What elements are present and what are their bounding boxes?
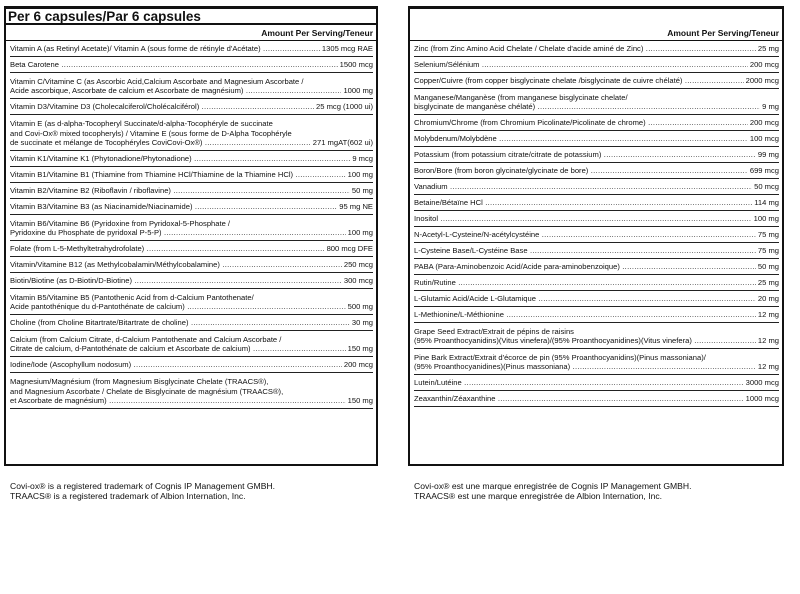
nutrient-amount: 75 mg — [757, 246, 779, 256]
nutrient-name-line: Vitamin/Vitamine B12 (as Methylcobalamin/Méthylcobalamine) ..... — [10, 260, 342, 270]
nutrient-name — [10, 360, 342, 370]
nutrient-name — [414, 118, 748, 128]
nutrient-amount: 250 mcg — [343, 260, 373, 270]
nutrient-name-line: L-Glutamic Acid/Acide L-Glutamique ..... — [414, 294, 756, 304]
left-supplement-panel — [4, 6, 378, 466]
nutrient-name-line: Vitamin K1/Vitamine K1 (Phytonadione/Phytonadione) ..... — [10, 154, 350, 164]
nutrient-name-line: Vitamin B1/Vitamine B1 (Thiamine from Thiamine HCl/Thiamine de la Thiamine HCl) ..... — [10, 170, 346, 180]
footer-line: Covi-ox® is a registered trademark of Cognis IP Management GMBH. — [10, 481, 276, 491]
nutrient-row — [414, 349, 779, 375]
nutrient-name-line: Biotin/Biotine (as D-Biotin/D-Biotine) ..... — [10, 276, 342, 286]
nutrient-name — [10, 44, 320, 54]
nutrient-name-line: Zeaxanthin/Zéaxanthine ..... — [414, 394, 744, 404]
nutrient-name-line: Boron/Bore (from boron glycinate/glycinate de bore) ..... — [414, 166, 748, 176]
nutrient-row — [10, 215, 373, 241]
nutrient-amount: 200 mcg — [749, 118, 779, 128]
nutrient-name-line: Iodine/Iode (Ascophyllum nodosum) ..... — [10, 360, 342, 370]
nutrient-row — [414, 323, 779, 349]
nutrient-name — [414, 310, 756, 320]
nutrient-name — [10, 186, 350, 196]
nutrient-row — [10, 183, 373, 199]
nutrient-amount: 100 mcg — [749, 134, 779, 144]
nutrient-name — [10, 219, 346, 238]
nutrient-name-line: and Covi-Ox® mixed tocopheryls) / Vitamine E (sous forme de D-Alpha Tocophéryle — [10, 128, 292, 138]
nutrient-name-line: L-Methionine/L-Méthionine ..... — [414, 310, 756, 320]
nutrient-name-line: Inositol ..... — [414, 214, 752, 224]
nutrient-amount: 50 mcg — [754, 182, 779, 192]
nutrient-name-line: Calcium (from Calcium Citrate, d-Calcium Pantothenate and Calcium Ascorbate / — [10, 334, 282, 344]
nutrient-row — [414, 391, 779, 407]
left-ingredient-list — [6, 41, 376, 409]
nutrient-name-line: Vitamin B2/Vitamine B2 (Riboflavin / riboflavine) ..... — [10, 186, 350, 196]
nutrient-row — [10, 151, 373, 167]
nutrient-name — [414, 150, 756, 160]
nutrient-name — [10, 60, 338, 70]
nutrient-row — [10, 331, 373, 357]
nutrient-name — [10, 202, 337, 212]
nutrient-name — [10, 377, 346, 406]
footer-trademarks-english — [10, 481, 275, 501]
nutrient-amount: 200 mcg — [343, 360, 373, 370]
nutrient-row — [414, 275, 779, 291]
nutrient-row — [10, 289, 373, 315]
nutrient-name — [10, 276, 342, 286]
nutrient-name-line: Copper/Cuivre (from copper bisglycinate chelate /bisglycinate de cuivre chélaté) ..... — [414, 76, 744, 86]
nutrient-name-line: Vitamin B6/Vitamine B6 (Pyridoxine from Pyridoxal-5-Phosphate / — [10, 218, 231, 228]
nutrient-amount: 150 mg — [347, 344, 373, 354]
nutrient-name — [414, 182, 752, 192]
nutrient-amount: 1305 mcg RAE — [321, 44, 373, 54]
nutrient-amount: 12 mg — [757, 362, 779, 372]
nutrient-row — [10, 73, 373, 99]
nutrient-row — [10, 57, 373, 73]
nutrient-amount: 100 mg — [347, 228, 373, 238]
footer-trademarks-french — [414, 481, 692, 501]
nutrient-name — [10, 77, 341, 96]
nutrient-name — [414, 378, 744, 388]
nutrient-row — [10, 115, 373, 151]
panel-title: Per 6 capsules/Par 6 capsules — [6, 9, 376, 25]
nutrient-amount: 271 mgAT(602 ui) — [312, 138, 373, 148]
nutrient-name — [10, 335, 346, 354]
nutrient-name — [414, 394, 744, 404]
nutrient-name-line: Lutein/Lutéine ..... — [414, 378, 744, 388]
nutrient-row — [10, 257, 373, 273]
nutrient-name — [414, 230, 756, 240]
nutrient-name — [10, 260, 342, 270]
right-supplement-panel — [408, 6, 784, 466]
nutrient-row — [414, 375, 779, 391]
nutrient-name — [414, 353, 756, 372]
nutrient-amount: 12 mg — [757, 336, 779, 346]
nutrient-row — [414, 89, 779, 115]
nutrient-name-line: Potassium (from potassium citrate/citrate de potassium) ..... — [414, 150, 756, 160]
nutrient-row — [10, 199, 373, 215]
nutrient-row — [414, 291, 779, 307]
nutrient-row — [414, 243, 779, 259]
nutrient-amount: 2000 mcg — [745, 76, 779, 86]
nutrient-amount: 150 mg — [347, 396, 373, 406]
nutrient-name-line: de succinate et mélange de Tocophéryles CoviCovi-Ox®) ..... — [10, 138, 311, 148]
nutrient-amount: 50 mg — [757, 262, 779, 272]
nutrient-row — [10, 167, 373, 183]
nutrient-name — [414, 214, 752, 224]
nutrient-name-line: Grape Seed Extract/Extrait de pépins de raisins — [414, 326, 574, 336]
nutrient-name-line: Zinc (from Zinc Amino Acid Chelate / Chelate d'acide aminé de Zinc) ..... — [414, 44, 756, 54]
nutrient-amount: 500 mg — [347, 302, 373, 312]
nutrient-row — [10, 241, 373, 257]
nutrient-name-line: (95% Proanthocyanidins)(Vitus vinefera)/(95% Proanthocyanidines)(Vitus vinefera) ..... — [414, 336, 756, 346]
nutrient-name-line: Vitamin B3/Vitamine B3 (as Niacinamide/Niacinamide) ..... — [10, 202, 337, 212]
nutrient-name-line: Vitamin A (as Retinyl Acetate)/ Vitamin A (sous forme de rétinyle d'Acétate) ..... — [10, 44, 320, 54]
nutrient-amount: 12 mg — [757, 310, 779, 320]
nutrient-row — [414, 227, 779, 243]
nutrient-amount: 300 mcg — [343, 276, 373, 286]
column-header: Amount Per Serving/Teneur — [410, 25, 782, 41]
nutrient-row — [10, 373, 373, 409]
footer-line: TRAACS® est une marque enregistrée de Albion Internation, Inc. — [414, 491, 663, 501]
nutrient-name — [414, 278, 756, 288]
nutrient-name-line: Citrate de calcium, d-Pantothénate de calcium et Ascorbate de calcium) ..... — [10, 344, 346, 354]
nutrient-row — [414, 147, 779, 163]
nutrient-row — [414, 307, 779, 323]
footer-line: Covi-ox® est une marque enregistrée de Cognis IP Management GMBH. — [414, 481, 692, 491]
nutrient-name — [414, 198, 752, 208]
nutrient-name-line: Selenium/Sélénium ..... — [414, 60, 748, 70]
column-header: Amount Per Serving/Teneur — [6, 25, 376, 41]
nutrient-name-line: PABA (Para-Aminobenzoic Acid/Acide para-aminobenzoique) ..... — [414, 262, 756, 272]
nutrient-amount: 1000 mg — [343, 86, 373, 96]
nutrient-name — [414, 76, 744, 86]
nutrient-name — [414, 60, 748, 70]
nutrient-row — [10, 357, 373, 373]
nutrient-amount: 114 mg — [754, 198, 779, 208]
nutrient-amount: 9 mcg — [352, 154, 373, 164]
nutrient-amount: 1500 mcg — [339, 60, 373, 70]
nutrient-name — [414, 327, 756, 346]
nutrient-row — [10, 273, 373, 289]
nutrient-name — [10, 318, 350, 328]
nutrient-name-line: Choline (from Choline Bitartrate/Bitartrate de choline) ..... — [10, 318, 350, 328]
nutrient-amount: 95 mg NE — [339, 202, 373, 212]
nutrient-name-line: Beta Carotene ..... — [10, 60, 338, 70]
nutrient-amount: 800 mcg DFE — [326, 244, 373, 254]
nutrient-name-line: Vanadium ..... — [414, 182, 752, 192]
nutrient-name-line: et Ascorbate de magnésium) ..... — [10, 396, 346, 406]
nutrient-amount: 1000 mcg — [745, 394, 779, 404]
nutrient-row — [414, 179, 779, 195]
nutrient-name-line: Vitamin E (as d-alpha-Tocopheryl Succinate/d-alpha-Tocophéryle de succinate — [10, 118, 273, 128]
nutrient-name-line: (95% Proanthocyanidines)(Pinus massoniana) ..... — [414, 362, 756, 372]
nutrient-name — [10, 119, 311, 148]
nutrient-amount: 99 mg — [757, 150, 779, 160]
footer-line: TRAACS® is a registered trademark of Albion Internation, Inc. — [10, 491, 246, 501]
nutrient-name-line: N-Acetyl-L-Cysteine/N-acétylcystéine ..... — [414, 230, 756, 240]
nutrient-name-line: Rutin/Rutine ..... — [414, 278, 756, 288]
nutrient-name — [414, 134, 748, 144]
nutrient-row — [414, 163, 779, 179]
nutrient-name-line: bisglycinate de manganèse chélaté) ..... — [414, 102, 760, 112]
nutrient-name — [10, 170, 346, 180]
nutrient-name — [414, 262, 756, 272]
nutrient-amount: 200 mcg — [749, 60, 779, 70]
nutrient-row — [10, 41, 373, 57]
nutrient-name-line: Acide ascorbique, Ascorbate de calcium et Ascorbate de magnésium) ..... — [10, 86, 341, 96]
nutrient-name-line: Molybdenum/Molybdène ..... — [414, 134, 748, 144]
nutrient-amount: 25 mcg (1000 ui) — [316, 102, 373, 112]
nutrient-amount: 25 mg — [757, 278, 779, 288]
nutrient-amount: 25 mg — [757, 44, 779, 54]
nutrient-row — [414, 115, 779, 131]
nutrient-name — [414, 294, 756, 304]
nutrient-name — [414, 93, 760, 112]
nutrient-name — [414, 246, 756, 256]
nutrient-name-line: Pine Bark Extract/Extrait d'écorce de pin (95% Proanthocyanidins)(Pinus massoniana)/ — [414, 352, 706, 362]
nutrient-row — [414, 41, 779, 57]
nutrient-name — [10, 244, 325, 254]
nutrient-name — [10, 293, 346, 312]
nutrient-row — [414, 195, 779, 211]
nutrient-name-line: Acide pantothénique du d-Pantothénate de calcium) ..... — [10, 302, 346, 312]
nutrient-amount: 100 mg — [753, 214, 779, 224]
nutrient-name-line: Betaine/Bétaïne HCl ..... — [414, 198, 752, 208]
nutrient-row — [10, 315, 373, 331]
nutrient-row — [10, 99, 373, 115]
nutrient-amount: 100 mg — [347, 170, 373, 180]
right-ingredient-list — [410, 41, 782, 407]
nutrient-amount: 3000 mcg — [745, 378, 779, 388]
nutrient-amount: 30 mg — [351, 318, 373, 328]
nutrient-name — [414, 166, 748, 176]
nutrient-amount: 50 mg — [351, 186, 373, 196]
nutrient-name-line: and Magnesium Ascorbate / Chelate de Bisglycinate de magnésium (TRAACS®), — [10, 386, 284, 396]
nutrient-name-line: Vitamin B5/Vitamine B5 (Pantothenic Acid from d-Calcium Pantothenate/ — [10, 292, 254, 302]
nutrient-name — [414, 44, 756, 54]
nutrient-name-line: Chromium/Chrome (from Chromium Picolinate/Picolinate de chrome) ..... — [414, 118, 748, 128]
nutrient-row — [414, 131, 779, 147]
nutrient-row — [414, 73, 779, 89]
nutrient-name-line: Magnesium/Magnésium (from Magnesium Bisglycinate Chelate (TRAACS®), — [10, 376, 269, 386]
nutrient-name-line: Folate (from L-5-Methyltetrahydrofolate) ..... — [10, 244, 325, 254]
nutrient-name-line: Manganese/Manganèse (from manganese bisglycinate chelate/ — [414, 92, 628, 102]
nutrient-name — [10, 154, 350, 164]
nutrient-amount: 75 mg — [757, 230, 779, 240]
nutrient-amount: 20 mg — [757, 294, 779, 304]
nutrient-name-line: Vitamin D3/Vitamine D3 (Cholecalciferol/Cholécalciférol) ..... — [10, 102, 314, 112]
nutrient-name-line: Pyridoxine du Phosphate de pyridoxal P-5-P) ..... — [10, 228, 346, 238]
nutrient-row — [414, 259, 779, 275]
nutrient-name-line: L-Cysteine Base/L-Cystéine Base ..... — [414, 246, 756, 256]
nutrient-name — [10, 102, 314, 112]
nutrient-amount: 9 mg — [762, 102, 779, 112]
nutrient-row — [414, 211, 779, 227]
nutrient-row — [414, 57, 779, 73]
nutrient-amount: 699 mcg — [749, 166, 779, 176]
nutrient-name-line: Vitamin C/Vitamine C (as Ascorbic Acid,Calcium Ascorbate and Magnesium Ascorbate / — [10, 76, 304, 86]
